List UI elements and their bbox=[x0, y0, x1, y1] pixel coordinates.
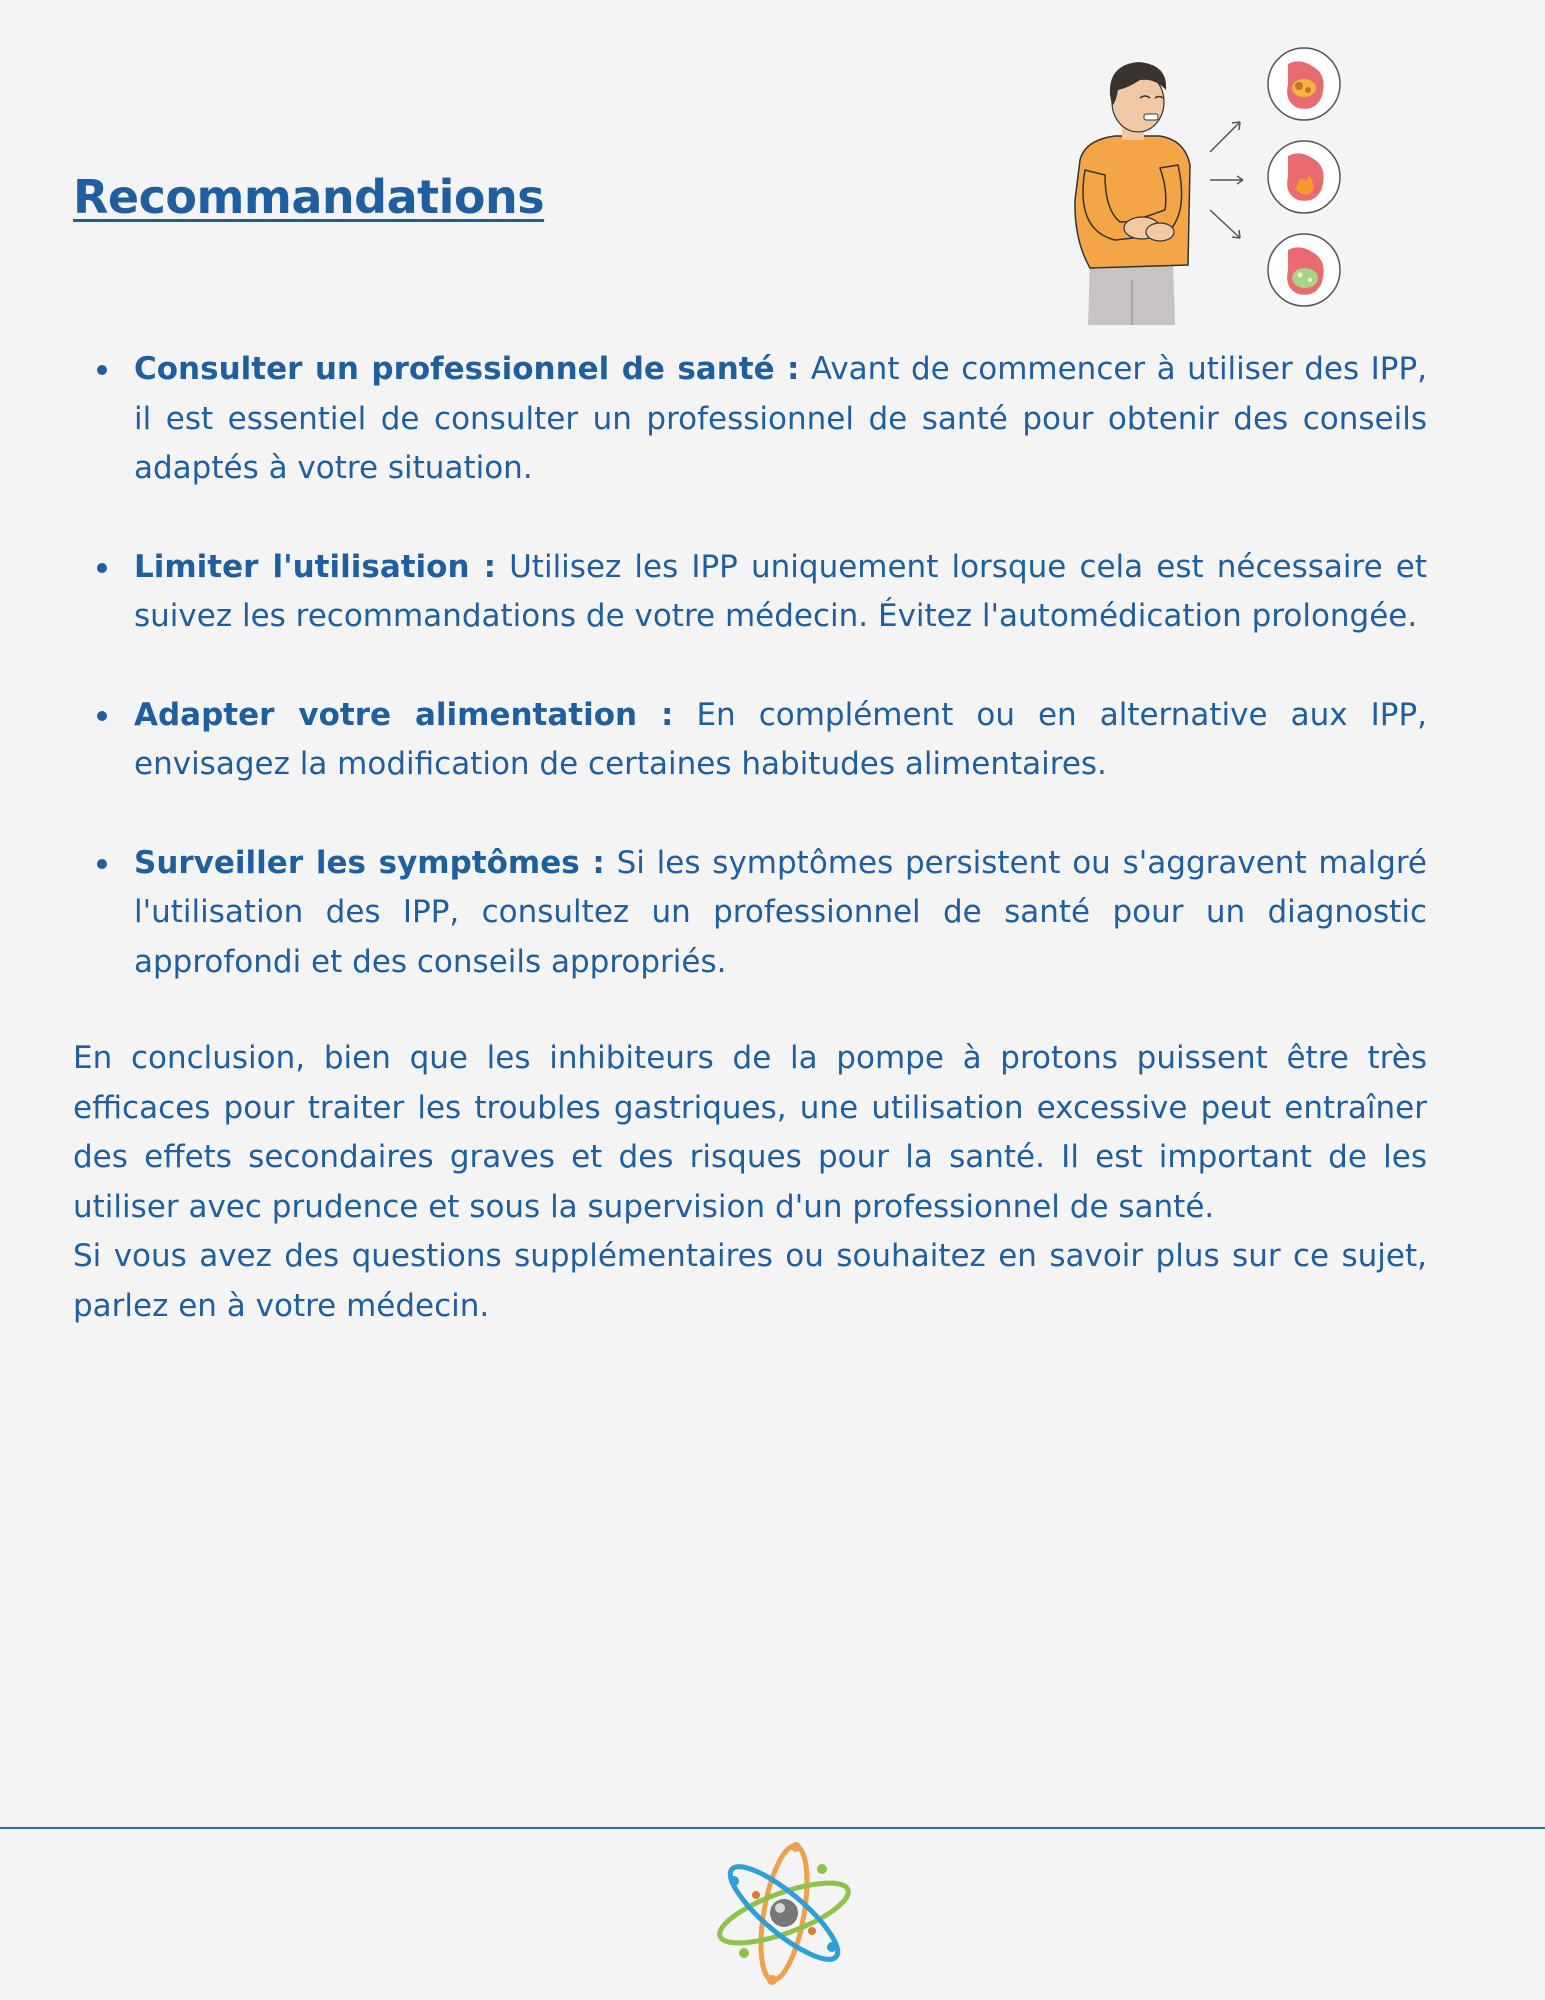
list-item bbox=[73, 345, 1427, 494]
bullet-icon bbox=[97, 711, 107, 721]
page-title: Recommandations bbox=[73, 170, 545, 224]
contact-paragraph: Si vous avez des questions supplémentaires ou souhaitez en savoir plus sur ce sujet, parlez en à votre médecin. bbox=[73, 1238, 1427, 1324]
item-text: Si les symptômes persistent ou s'aggravent malgré l'utilisation des IPP, consultez un professionnel de santé pour un diagnostic approfondi et des conseils appropriés. bbox=[134, 844, 1428, 980]
bullet-icon bbox=[97, 563, 107, 573]
conclusion-paragraph: En conclusion, bien que les inhibiteurs de la pompe à protons puissent être très efficaces pour traiter les troubles gastriques, une utilisation excessive peut entraîner des effets secondaires graves et des risques pour la santé. Il est important de les utiliser avec prudence et sous la supervision d'un professionnel de santé. bbox=[73, 1040, 1427, 1225]
item-term: Surveiller les symptômes : bbox=[134, 844, 605, 881]
recommendations-list bbox=[73, 345, 1427, 1036]
item-term: Consulter un professionnel de santé : bbox=[134, 351, 800, 387]
atom-logo-icon bbox=[714, 1835, 854, 1990]
list-item bbox=[73, 543, 1427, 642]
bullet-icon bbox=[97, 365, 107, 375]
stomach-pain-person-icon bbox=[1060, 40, 1360, 325]
list-item bbox=[73, 691, 1427, 790]
footer-divider bbox=[0, 1827, 1545, 1829]
item-term: Limiter l'utilisation : bbox=[134, 548, 496, 585]
conclusion bbox=[73, 1034, 1427, 1331]
list-item bbox=[73, 839, 1427, 988]
bullet-icon bbox=[97, 859, 107, 869]
item-term: Adapter votre alimentation : bbox=[134, 696, 674, 733]
item-text: En complément ou en alternative aux IPP, envisagez la modification de certaines habitudes alimentaires. bbox=[134, 696, 1427, 782]
item-text: Avant de commencer à utiliser des IPP, il est essentiel de consulter un professionnel de santé pour obtenir des conseils adaptés à votre situation. bbox=[134, 351, 1428, 486]
item-text: Utilisez les IPP uniquement lorsque cela est nécessaire et suivez les recommandations de votre médecin. Évitez l'automédication prolongée. bbox=[134, 548, 1427, 634]
